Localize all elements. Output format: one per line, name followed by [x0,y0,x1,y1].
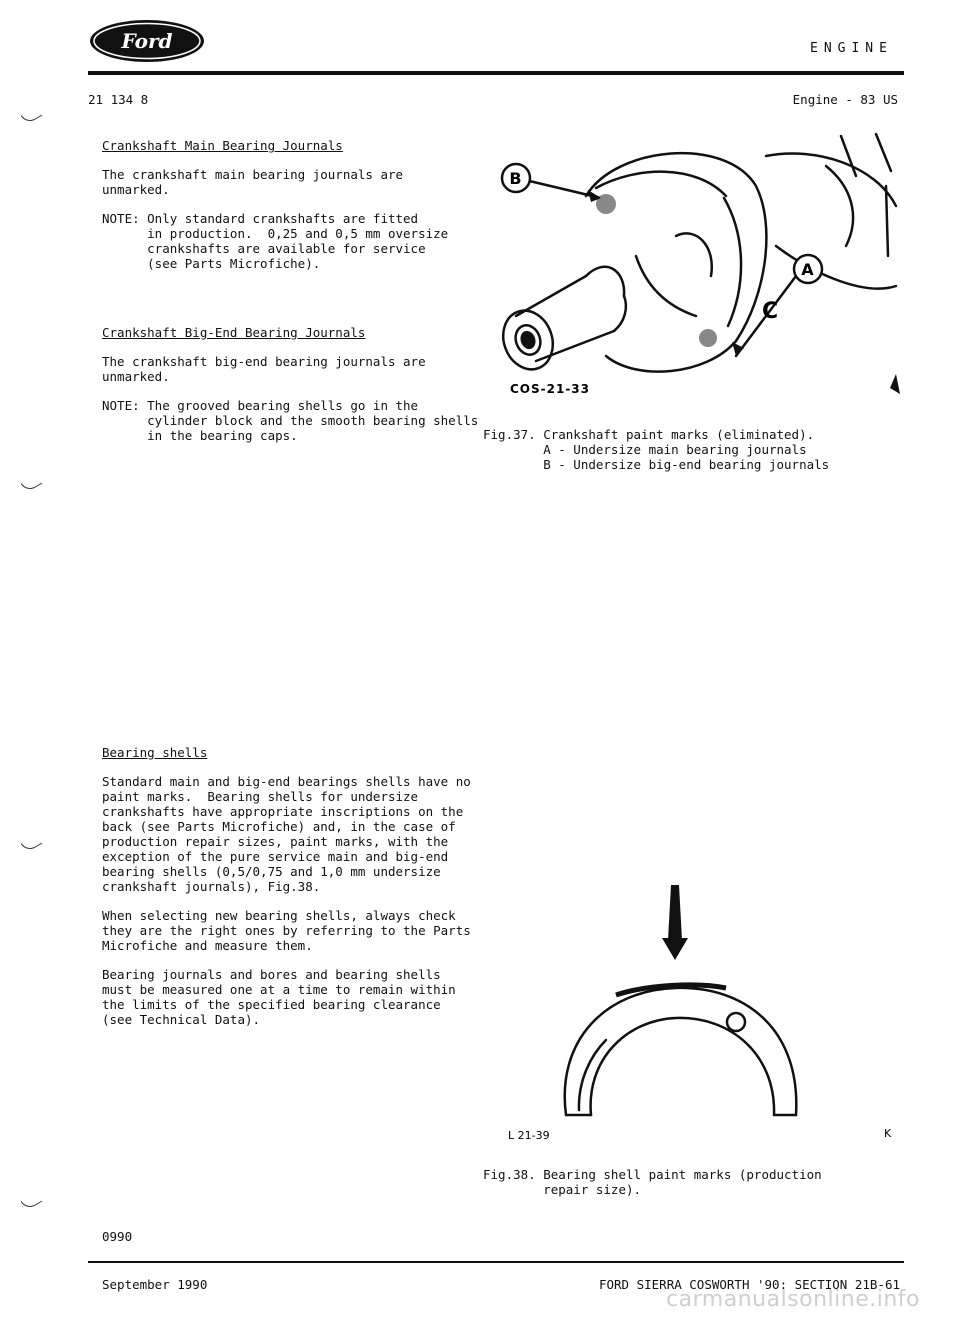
paragraph: The crankshaft main bearing journals are unmarked. [102,167,404,197]
figure-37-crankshaft [496,126,906,406]
paragraph: The crankshaft big-end bearing journals are unmarked. [102,354,426,384]
document-number: 21 134 8 [88,92,149,107]
paragraph: Bearing journals and bores and bearing shells must be measured one at a time to remain within the limits of the specified bearing clearance (see Technical Data). [102,967,456,1027]
note: NOTE: The grooved bearing shells go in the cylinder block and the smooth bearing shells in the bearing caps. [102,398,479,443]
figure-ref: COS-21-33 [510,382,591,396]
crankshaft-illustration [496,126,906,406]
margin-mark [21,106,43,125]
label-a: A [801,260,815,279]
logo-text: Ford [121,29,173,53]
note: NOTE: Only standard crankshafts are fitted in production. 0,25 and 0,5 mm oversize crankshafts are available for service (see Parts Microfiche). [102,211,449,271]
ford-logo [88,18,206,64]
main-bearings-section [102,138,502,271]
margin-mark [21,834,43,853]
margin-mark [21,1192,43,1211]
section-title: ENGINE [810,41,893,56]
label-b: B [509,169,523,188]
section-heading: Bearing shells [102,745,208,760]
figure-38-caption: Fig.38. Bearing shell paint marks (production repair size). [483,1167,822,1197]
figure-ref: L 21-39 [508,1129,550,1142]
footer-code: 0990 [102,1229,133,1244]
footer-date: September 1990 [102,1277,208,1292]
bearing-shell-illustration [496,860,906,1145]
paragraph: When selecting new bearing shells, always check they are the right ones by referring to the Parts Microfiche and measure them. [102,908,471,953]
footer-rule [88,1261,904,1263]
figure-37-caption: Fig.37. Crankshaft paint marks (eliminated). A - Undersize main bearing journals B - Undersize big-end bearing journals [483,427,830,472]
section-heading: Crankshaft Main Bearing Journals [102,138,343,153]
figure-38-bearing-shell [496,860,906,1145]
label-c: C [762,299,780,324]
header-rule [88,71,904,75]
paragraph: Standard main and big-end bearings shells have no paint marks. Bearing shells for undersize crankshafts have appropriate inscriptions on the back (see Parts Microfiche) and, in the case of production repair sizes, paint marks, with the exception of the pure service main and big-end bearing shells (0,5/0,75 and 1,0 mm undersize crankshaft journals), Fig.38. [102,774,471,894]
footer-reference: FORD SIERRA COSWORTH '90: SECTION 21B-61 [598,1277,900,1292]
bearing-shells-section [102,745,502,1027]
corner-mark: K [884,1127,892,1140]
section-heading: Crankshaft Big-End Bearing Journals [102,325,366,340]
bigend-bearings-section [102,325,502,443]
margin-mark [21,474,43,493]
watermark: carmanualsonline.info [666,1287,920,1312]
document-subject: Engine - 83 US [792,92,898,107]
